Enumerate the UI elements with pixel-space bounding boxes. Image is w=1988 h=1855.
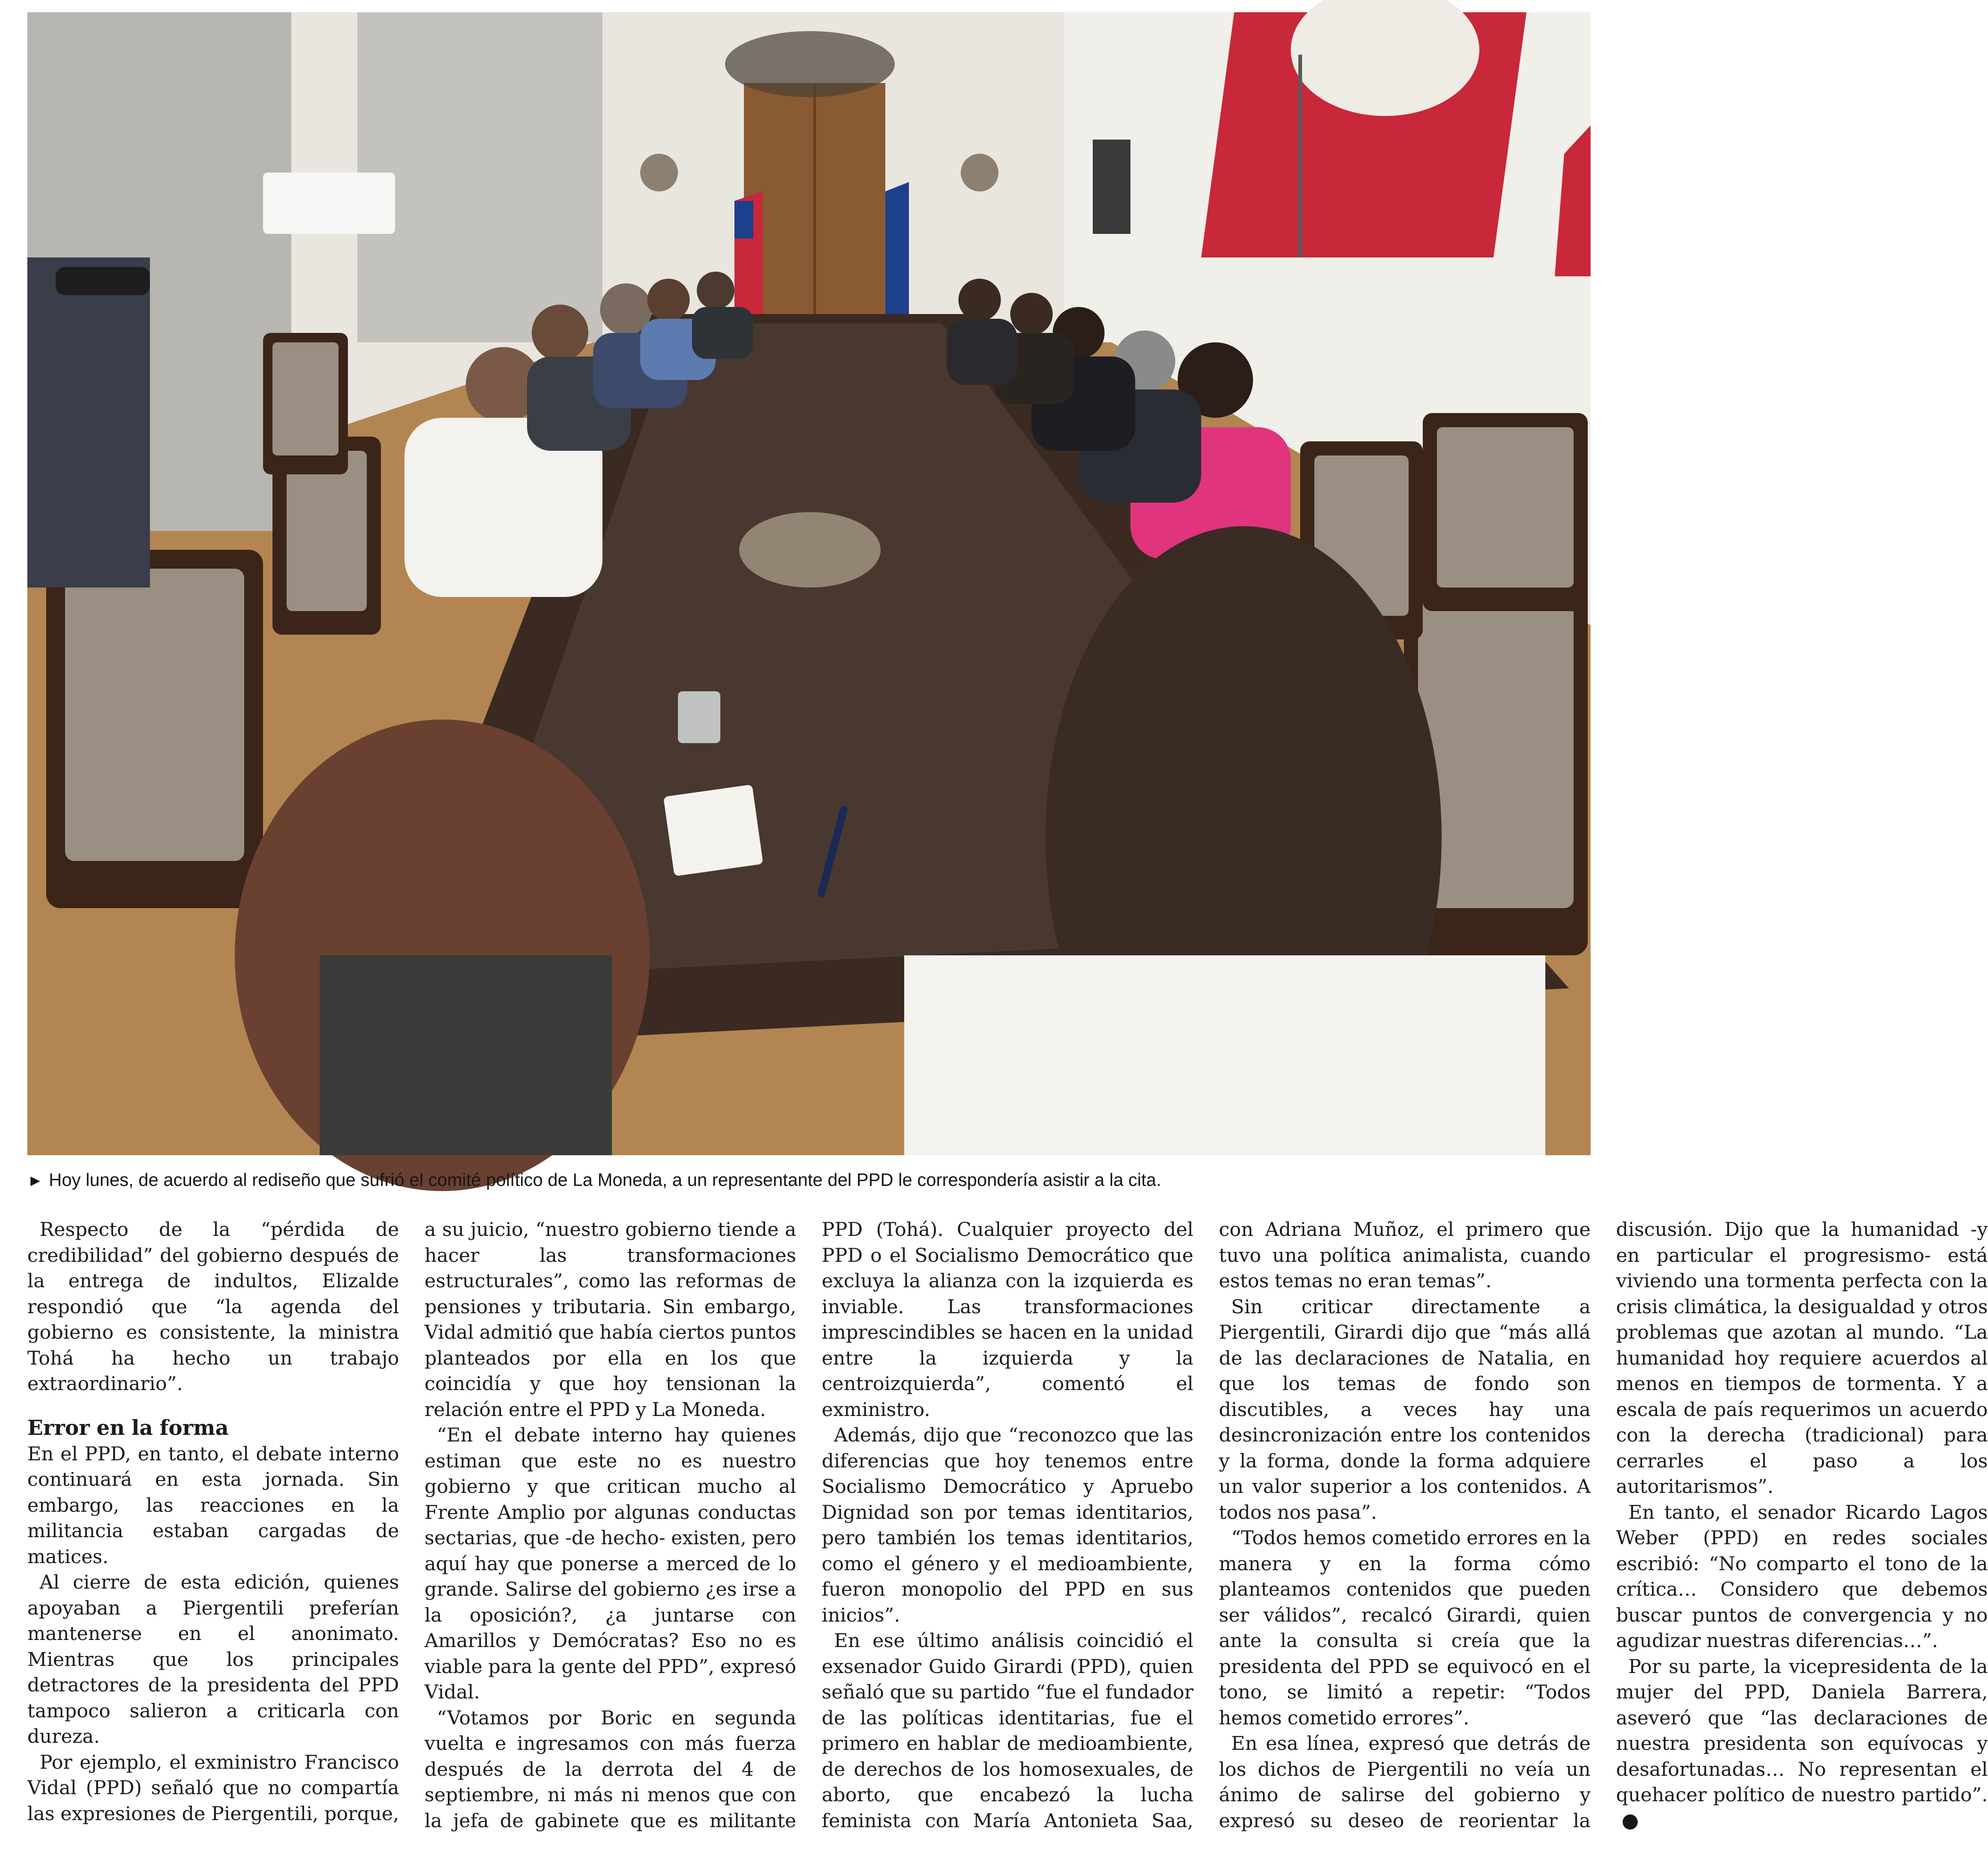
meeting-photo-illustration	[27, 12, 1591, 1155]
paragraph-13-text: Por su parte, la vicepresidenta de la mujer del PPD, Daniela Barrera, aseveró que “las declaraciones de nuestra presidenta son equívocas y desafortunadas… No representan el quehacer político de nuestro partido”.	[1616, 1655, 1988, 1806]
article-body	[27, 1217, 1988, 1848]
paragraph-1: Respecto de la “pérdida de credibilidad” del gobierno después de la entrega de indultos, Elizalde respondió que “la agenda del gobierno es consistente, la ministra Tohá ha hecho un trabajo extraordinario”.	[27, 1218, 399, 1395]
paragraph-4: Por ejemplo, el exministro Francisco Vidal (PPD) señaló que no compartía las expresiones de Piergentili, porque, a su juicio, “nuestro gobierno tiende a hacer las transformaciones estructurales”, como las reformas de pensiones y tributaria. Sin embargo, Vidal admitió que había ciertos puntos planteados por ella en los que coincidía y que hoy tensionan la relación entre el PPD y La Moneda.	[27, 1218, 796, 1825]
paragraph-2: En el PPD, en tanto, el debate interno continuará en esta jornada. Sin embargo, las reacciones en la militancia estaban cargadas de matices.	[27, 1442, 399, 1568]
paragraph-3: Al cierre de esta edición, quienes apoyaban a Piergentili preferían mantenerse en el anonimato. Mientras que los principales detractores de la presidenta del PPD tampoco salieron a criticarla con dureza.	[27, 1571, 399, 1747]
water-glass	[678, 691, 720, 743]
meeting-photo	[27, 12, 1591, 1155]
paragraph-5: “En el debate interno hay quienes estiman que este no es nuestro gobierno y que critican mucho al Frente Amplio por algunas conductas sectarias, que -de hecho- existen, pero aquí hay que ponerse a merced de lo grande. Salirse del gobierno ¿es irse a la oposición?, ¿a juntarse con Amarillos y Demócratas? Eso no es viable para la gente del PPD”, expresó Vidal.	[424, 1424, 796, 1703]
paragraph-12: En tanto, el senador Ricardo Lagos Weber (PPD) en redes sociales escribió: “No comparto el tono de la crítica… Considero que debemos buscar puntos de convergencia y no agudizar nuestras diferencias…”.	[1616, 1500, 1988, 1652]
small-frame	[1093, 140, 1130, 234]
caption-arrow-icon: ►	[27, 1172, 43, 1190]
notepad	[663, 785, 763, 877]
section-heading: Error en la forma	[27, 1416, 229, 1440]
photographer	[27, 257, 150, 588]
photo-caption	[27, 1168, 1591, 1192]
end-of-article-icon	[1623, 1814, 1638, 1830]
paragraph-11: En esa línea, expresó que detrás de los dichos de Piergentili no veía un ánimo de salirse del gobierno y expresó su deseo de reorientar la discusión. Dijo que la humanidad -y en particular el progresismo- está viviendo una tormenta perfecta con la crisis climática, la desigualdad y otros problemas que azotan al mundo. “La humanidad hoy requiere acuerdos al menos en tiempos de tormenta. Y a escala de país requerimos un acuerdo con la derecha (tradicional) para cerrarles el paso a los autoritarismos”.	[1219, 1218, 1988, 1832]
camera	[56, 267, 150, 295]
paragraph-9: Sin criticar directamente a Piergentili, Girardi dijo que “más allá de las declaraciones de Natalia, en que los temas de fondo son discutibles, a veces hay una desincronización entre los contenidos y la forma, donde la forma adquiere un valor superior a los contenidos. A todos nos pasa”.	[1219, 1295, 1591, 1524]
paragraph-7: Además, dijo que “reconozco que las diferencias que hoy tenemos entre Socialismo Democrático y Apruebo Dignidad son por temas identitarios, pero también los temas identitarios, como el género y el medioambiente, fueron monopolio del PPD en sus inicios”.	[822, 1424, 1194, 1626]
paragraph-13	[1616, 1654, 1988, 1834]
chandelier	[725, 31, 895, 97]
sconce-right	[961, 154, 998, 191]
paragraph-8: En ese último análisis coincidió el exsenador Guido Girardi (PPD), quien señaló que su partido “fue el fundador de las políticas identitarias, fue el primero en hablar de medioambiente, de derechos de los homosexuales, de aborto, que encabezó la lucha feminista con María Antonieta Saa, con Adriana Muñoz, el primero que tuvo una política animalista, cuando estos temas no eran temas”.	[822, 1218, 1591, 1832]
paragraph-6: “Votamos por Boric en segunda vuelta e ingresamos con más fuerza después de la derrota del 4 de septiembre, ni más ni menos que con la jefa de gabinete que es militante PPD (Tohá). Cualquier proyecto del PPD o el Socialismo Democrático que excluya la alianza con la izquierda es inviable. Las transformaciones imprescindibles se hacen en la unidad entre la izquierda y la centroizquierda”, comentó el exministro.	[424, 1218, 1194, 1832]
paragraph-10: “Todos hemos cometido errores en la manera y en la forma cómo planteamos contenidos que pueden ser válidos”, recalcó Girardi, quien ante la consulta si creía que la presidenta del PPD se equivocó en el tono, se limitó a repetir: “Todos hemos cometido errores”.	[1219, 1526, 1591, 1729]
caption-text: Hoy lunes, de acuerdo al rediseño que sufrió el comité político de La Moneda, a un representante del PPD le correspondería asistir a la cita.	[49, 1170, 1162, 1190]
air-conditioner	[263, 173, 395, 234]
sconce-left	[640, 154, 678, 191]
